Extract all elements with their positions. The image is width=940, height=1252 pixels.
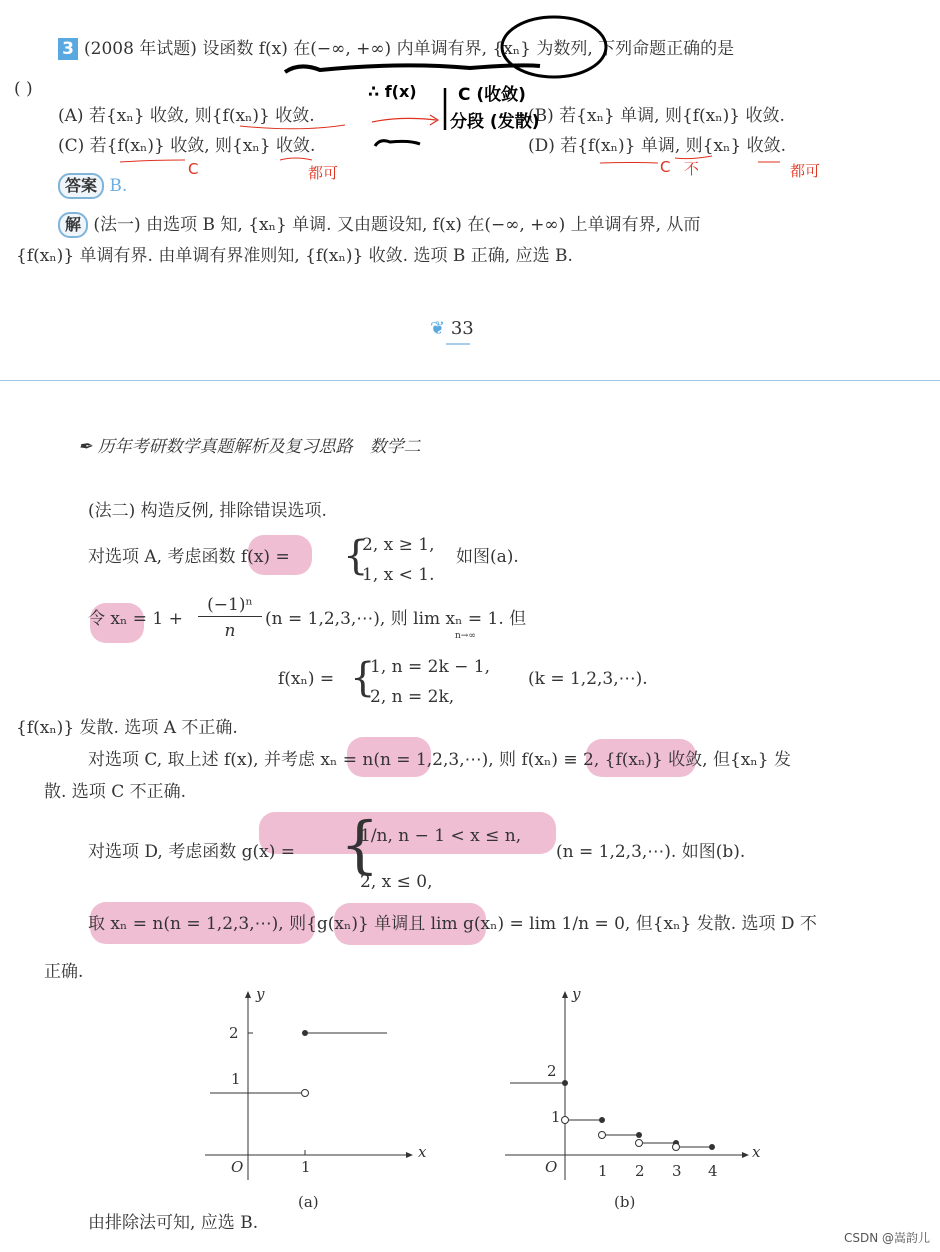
fig-b-ytick-1: 1 [551, 1108, 561, 1126]
xn-limit: (n = 1,2,3,⋯), 则 lim xₙ = 1. 但 [265, 609, 527, 629]
k-range: (k = 1,2,3,⋯). [528, 669, 648, 689]
method1-text-2: {f(xₙ)} 单调有界. 由单调有界准则知, {f(xₙ)} 收敛. 选项 B 正确, 应选 B. [16, 246, 573, 266]
open-point [302, 1090, 309, 1097]
handwritten-therefore: ∴ f(x) [368, 82, 417, 101]
option-d-text-1: 取 xₙ = n(n = 1,2,3,⋯), 则{g(xₙ)} 单调且 lim g(xₙ) = lim 1/n = 0, 但{xₙ} 发散. 选项 D 不 [88, 914, 817, 934]
fig-b-ylabel: y [572, 985, 581, 1003]
option-d-function: 对选项 D, 考虑函数 g(x) = [88, 842, 296, 862]
answer-blank: ( ) [14, 79, 33, 99]
option-b: (B) 若{xₙ} 单调, 则{f(xₙ)} 收敛. [528, 106, 785, 126]
red-mark-both-d: 都可 [790, 162, 821, 180]
brace: { [340, 808, 380, 881]
figure-b [505, 992, 748, 1180]
case-2: 2, x ≤ 0, [360, 872, 433, 892]
fig-a-caption: (a) [298, 1193, 319, 1211]
case-2: 1, x < 1. [362, 565, 435, 585]
page-number-underline [446, 343, 470, 345]
option-c-text-2: 散. 选项 C 不正确. [44, 782, 187, 802]
fig-b-caption: (b) [614, 1193, 636, 1211]
brace: { [343, 533, 369, 579]
fraction-denominator: n [224, 621, 236, 641]
handwritten-branch-diverge: 分段 (发散) [450, 112, 540, 132]
option-c: (C) 若{f(xₙ)} 收敛, 则{xₙ} 收敛. [58, 136, 316, 156]
fig-b-origin: O [545, 1158, 558, 1176]
option-a-conclusion: {f(xₙ)} 发散. 选项 A 不正确. [16, 718, 238, 738]
figures [0, 980, 940, 1210]
problem-number: 3 [58, 38, 78, 60]
answer-label: 答案 [58, 173, 104, 199]
option-c-text-1: 对选项 C, 取上述 f(x), 并考虑 xₙ = n(n = 1,2,3,⋯), 则 f(xₙ) ≡ 2, {f(xₙ)} 收敛, 但{xₙ} 发 [88, 750, 791, 770]
fig-b-xtick-3: 3 [672, 1162, 682, 1180]
case-1n: 1/n, n − 1 < x ≤ n, [360, 826, 522, 846]
case-1: 2, x ≥ 1, [362, 535, 435, 555]
solution-label: 解 [58, 212, 88, 238]
fig-a-ylabel: y [256, 985, 265, 1003]
option-a: (A) 若{xₙ} 收敛, 则{f(xₙ)} 收敛. [58, 106, 315, 126]
red-mark-c-d: C [660, 158, 671, 176]
watermark: CSDN @嵩韵儿 [843, 1231, 930, 1245]
page-number [430, 318, 474, 345]
page-separator [0, 380, 940, 381]
fig-b-xtick-1: 1 [598, 1162, 608, 1180]
fig-b-xtick-4: 4 [708, 1162, 718, 1180]
fraction-numerator: (−1)ⁿ [198, 594, 262, 617]
method2-title: (法二) 构造反例, 排除错误选项. [88, 501, 327, 521]
fig-a-origin: O [231, 1158, 244, 1176]
option-d: (D) 若{f(xₙ)} 单调, 则{xₙ} 收敛. [528, 136, 787, 156]
fig-a-ytick-2: 2 [229, 1024, 239, 1042]
answer-value: B. [109, 176, 128, 196]
red-mark-c: C [188, 160, 199, 178]
conclusion: 由排除法可知, 应选 B. [88, 1213, 259, 1233]
fig-b-xtick-2: 2 [635, 1162, 645, 1180]
page-header-text: 历年考研数学真题解析及复习思路 数学二 [97, 437, 421, 457]
lim-subscript: n→∞ [455, 631, 476, 641]
quill-icon: ✒ [78, 437, 93, 457]
method1-text-1: (法一) 由选项 B 知, {xₙ} 单调. 又由题设知, f(x) 在(−∞, +∞) 上单调有界, 从而 [93, 215, 701, 235]
leaf-icon: ❦ [430, 318, 446, 339]
figure-ref-a: 如图(a). [456, 547, 519, 567]
fig-b-ytick-2: 2 [547, 1062, 557, 1080]
xn-definition: 令 xₙ = 1 + [88, 609, 183, 629]
f-xn: f(xₙ) = [278, 669, 335, 689]
option-d-text-2: 正确. [44, 962, 84, 982]
brace: { [350, 655, 376, 701]
page-header [78, 432, 421, 457]
fig-a-xtick: 1 [301, 1158, 311, 1176]
fig-a-ytick-1: 1 [231, 1070, 241, 1088]
case-even: 2, n = 2k, [370, 687, 455, 707]
handwritten-branch-converge: C (收敛) [458, 85, 526, 105]
fig-b-xlabel: x [752, 1143, 761, 1161]
red-mark-no: 不 [684, 160, 700, 178]
fig-a-xlabel: x [418, 1143, 427, 1161]
figure-ref-b: (n = 1,2,3,⋯). 如图(b). [556, 842, 746, 862]
option-a-function: 对选项 A, 考虑函数 f(x) = [88, 547, 290, 567]
problem-stem: (2008 年试题) 设函数 f(x) 在(−∞, +∞) 内单调有界, {xₙ} 为数列, 下列命题正确的是 [84, 39, 735, 59]
page-number-text: 33 [450, 318, 474, 339]
red-mark-both: 都可 [308, 164, 339, 182]
case-odd: 1, n = 2k − 1, [370, 657, 491, 677]
solution-line-1 [58, 212, 700, 238]
